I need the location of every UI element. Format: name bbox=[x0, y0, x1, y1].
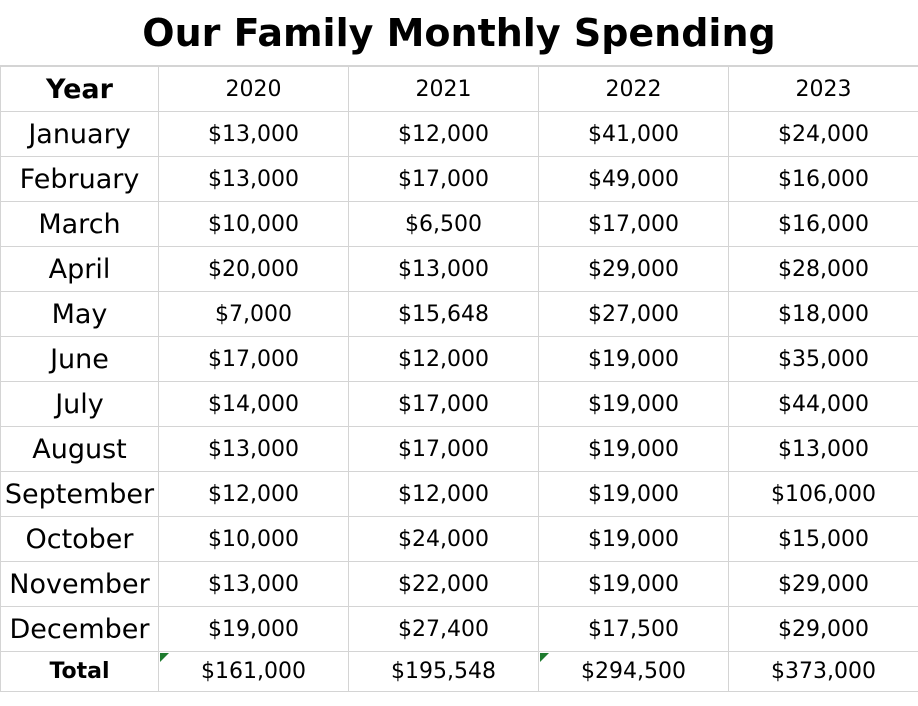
spending-value-cell[interactable]: $12,000 bbox=[349, 112, 539, 157]
spending-value-cell[interactable]: $16,000 bbox=[729, 157, 918, 202]
spending-value-cell[interactable]: $17,500 bbox=[539, 607, 729, 652]
table-row bbox=[1, 472, 918, 517]
header-year-cell[interactable]: 2021 bbox=[349, 67, 539, 112]
total-value: $373,000 bbox=[771, 659, 876, 684]
spending-value-cell[interactable]: $27,000 bbox=[539, 292, 729, 337]
header-year-cell[interactable]: 2023 bbox=[729, 67, 918, 112]
spending-value-cell[interactable]: $15,000 bbox=[729, 517, 918, 562]
header-year-label-cell[interactable]: Year bbox=[1, 67, 159, 112]
spending-value-cell[interactable]: $19,000 bbox=[539, 382, 729, 427]
total-cell[interactable] bbox=[539, 652, 729, 692]
total-value: $161,000 bbox=[201, 659, 306, 684]
spending-value-cell[interactable]: $17,000 bbox=[159, 337, 349, 382]
table-row bbox=[1, 607, 918, 652]
spending-value-cell[interactable]: $16,000 bbox=[729, 202, 918, 247]
month-cell[interactable]: April bbox=[1, 247, 159, 292]
spending-value-cell[interactable]: $49,000 bbox=[539, 157, 729, 202]
table-row bbox=[1, 292, 918, 337]
spending-value-cell[interactable]: $10,000 bbox=[159, 517, 349, 562]
total-cell[interactable] bbox=[729, 652, 918, 692]
spending-value-cell[interactable]: $14,000 bbox=[159, 382, 349, 427]
spending-value-cell[interactable]: $10,000 bbox=[159, 202, 349, 247]
month-cell[interactable]: October bbox=[1, 517, 159, 562]
spending-value-cell[interactable]: $29,000 bbox=[539, 247, 729, 292]
table-row bbox=[1, 427, 918, 472]
month-cell[interactable]: June bbox=[1, 337, 159, 382]
spending-value-cell[interactable]: $17,000 bbox=[349, 427, 539, 472]
spending-value-cell[interactable]: $17,000 bbox=[349, 382, 539, 427]
header-year-cell[interactable]: 2022 bbox=[539, 67, 729, 112]
total-row bbox=[1, 652, 918, 692]
total-label-cell[interactable]: Total bbox=[1, 652, 159, 692]
error-indicator-flag[interactable] bbox=[540, 653, 549, 662]
spending-value-cell[interactable]: $19,000 bbox=[539, 337, 729, 382]
spending-value-cell[interactable]: $19,000 bbox=[539, 517, 729, 562]
total-value: $195,548 bbox=[391, 659, 496, 684]
spending-value-cell[interactable]: $12,000 bbox=[349, 337, 539, 382]
month-cell[interactable]: January bbox=[1, 112, 159, 157]
table-row bbox=[1, 247, 918, 292]
month-cell[interactable]: December bbox=[1, 607, 159, 652]
spending-value-cell[interactable]: $12,000 bbox=[159, 472, 349, 517]
month-cell[interactable]: August bbox=[1, 427, 159, 472]
month-cell[interactable]: November bbox=[1, 562, 159, 607]
table-row bbox=[1, 382, 918, 427]
spending-value-cell[interactable]: $13,000 bbox=[159, 427, 349, 472]
spending-value-cell[interactable]: $13,000 bbox=[349, 247, 539, 292]
spending-value-cell[interactable]: $13,000 bbox=[159, 157, 349, 202]
table-row bbox=[1, 562, 918, 607]
spending-value-cell[interactable]: $17,000 bbox=[349, 157, 539, 202]
month-cell[interactable]: March bbox=[1, 202, 159, 247]
month-cell[interactable]: May bbox=[1, 292, 159, 337]
spending-value-cell[interactable]: $35,000 bbox=[729, 337, 918, 382]
spending-value-cell[interactable]: $41,000 bbox=[539, 112, 729, 157]
spending-value-cell[interactable]: $24,000 bbox=[349, 517, 539, 562]
spending-value-cell[interactable]: $12,000 bbox=[349, 472, 539, 517]
spending-value-cell[interactable]: $6,500 bbox=[349, 202, 539, 247]
total-cell[interactable] bbox=[349, 652, 539, 692]
total-value: $294,500 bbox=[581, 659, 686, 684]
spending-value-cell[interactable]: $19,000 bbox=[539, 472, 729, 517]
total-cell[interactable] bbox=[159, 652, 349, 692]
spending-value-cell[interactable]: $19,000 bbox=[539, 427, 729, 472]
spending-value-cell[interactable]: $27,400 bbox=[349, 607, 539, 652]
month-cell[interactable]: July bbox=[1, 382, 159, 427]
month-cell[interactable]: February bbox=[1, 157, 159, 202]
spending-value-cell[interactable]: $19,000 bbox=[159, 607, 349, 652]
header-year-cell[interactable]: 2020 bbox=[159, 67, 349, 112]
spending-value-cell[interactable]: $13,000 bbox=[729, 427, 918, 472]
spending-value-cell[interactable]: $7,000 bbox=[159, 292, 349, 337]
spending-value-cell[interactable]: $13,000 bbox=[159, 562, 349, 607]
spending-value-cell[interactable]: $29,000 bbox=[729, 607, 918, 652]
spending-value-cell[interactable]: $106,000 bbox=[729, 472, 918, 517]
table-row bbox=[1, 202, 918, 247]
spending-value-cell[interactable]: $17,000 bbox=[539, 202, 729, 247]
spending-value-cell[interactable]: $24,000 bbox=[729, 112, 918, 157]
spending-value-cell[interactable]: $20,000 bbox=[159, 247, 349, 292]
spending-table bbox=[0, 66, 918, 692]
table-row bbox=[1, 112, 918, 157]
month-cell[interactable]: September bbox=[1, 472, 159, 517]
spending-value-cell[interactable]: $28,000 bbox=[729, 247, 918, 292]
table-row bbox=[1, 157, 918, 202]
spending-value-cell[interactable]: $15,648 bbox=[349, 292, 539, 337]
error-indicator-flag[interactable] bbox=[160, 653, 169, 662]
table-row bbox=[1, 337, 918, 382]
spending-value-cell[interactable]: $19,000 bbox=[539, 562, 729, 607]
spending-value-cell[interactable]: $13,000 bbox=[159, 112, 349, 157]
spending-value-cell[interactable]: $18,000 bbox=[729, 292, 918, 337]
spending-value-cell[interactable]: $22,000 bbox=[349, 562, 539, 607]
spending-value-cell[interactable]: $29,000 bbox=[729, 562, 918, 607]
table-row bbox=[1, 517, 918, 562]
spending-value-cell[interactable]: $44,000 bbox=[729, 382, 918, 427]
table-title[interactable]: Our Family Monthly Spending bbox=[0, 0, 918, 66]
header-row bbox=[1, 67, 918, 112]
